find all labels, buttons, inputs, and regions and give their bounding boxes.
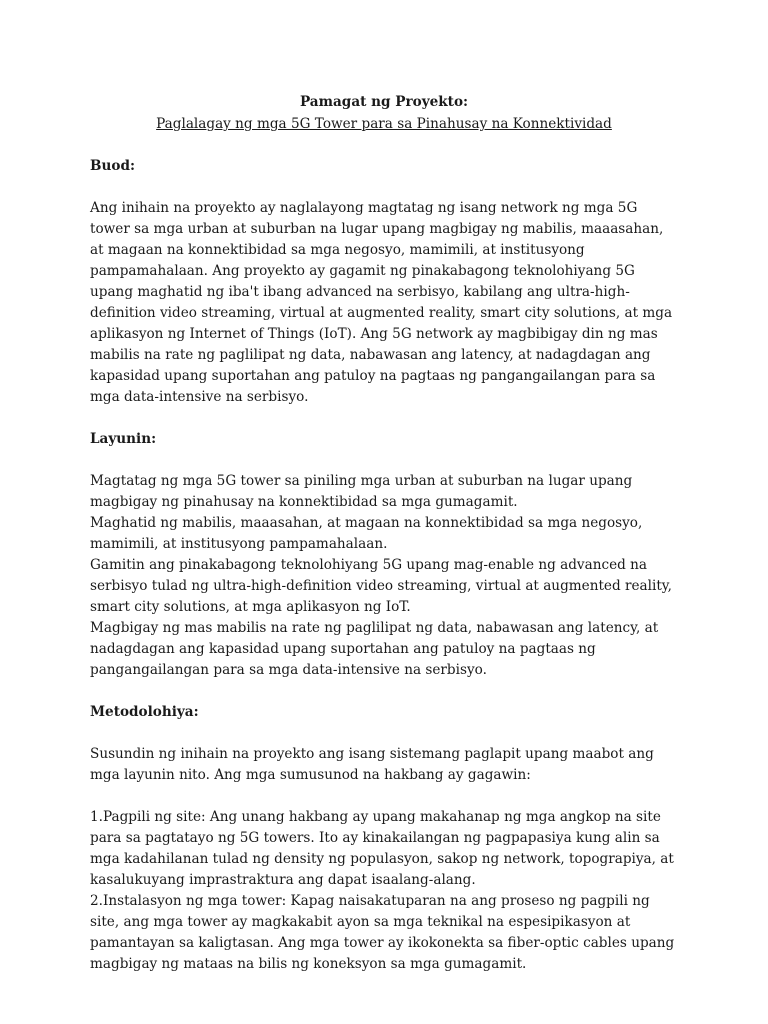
layunin-item: Magtatag ng mga 5G tower sa piniling mga urban at suburban na lugar upang magbigay ng pinahusay na konnektibidad sa mga gumagamit. [90,473,633,510]
metodolohiya-step: 2.Instalasyon ng mga tower: Kapag naisakatuparan na ang proseso ng pagpili ng site, ang mga tower ay magkakabit ayon sa mga teknikal na espesipikasyon at pamantayan sa kaligtasan. Ang mga tower ay ikokonekta sa fiber-optic cables upang magbigay ng mataas na bilis ng koneksyon sa mga gumagamit. [90,893,675,972]
project-title: Pamagat ng Proyekto: [299,94,469,110]
layunin-item: Maghatid ng mabilis, maaasahan, at magaan na konnektibidad sa mga negosyo, mamimili, at institusyong pampamahalaan. [90,515,643,552]
heading-layunin: Layunin: [90,431,157,447]
heading-metodolohiya: Metodolohiya: [90,704,199,720]
layunin-item: Magbigay ng mas mabilis na rate ng paglilipat ng data, nabawasan ang latency, at nadagdagan ang kapasidad upang suportahan ang patuloy na pagtaas ng pangangailangan para sa mga data-intensive na serbisyo. [90,620,659,678]
project-subtitle: Paglalagay ng mga 5G Tower para sa Pinahusay na Konnektividad [156,116,612,132]
metodolohiya-step: 1.Pagpili ng site: Ang unang hakbang ay upang makahanap ng mga angkop na site para sa pagtatayo ng 5G towers. Ito ay kinakailangan ng pagpapasiya kung alin sa mga kadahilanan tulad ng density ng populasyon, sakop ng network, topograpiya, at kasalukuyang imprastraktura ang dapat isaalang-alang. [90,809,674,888]
buod-paragraph: Ang inihain na proyekto ay naglalayong magtatag ng isang network ng mga 5G tower sa mga urban at suburban na lugar upang magbigay ng mabilis, maaasahan, at magaan na konnektibidad sa mga negosyo, mamimili, at institusyong pampamahalaan. Ang proyekto ay gagamit ng pinakabagong teknolohiyang 5G upang maghatid ng iba't ibang advanced na serbisyo, kabilang ang ultra-high-definition video streaming, virtual at augmented reality, smart city solutions, at mga aplikasyon ng Internet of Things (IoT). Ang 5G network ay magbibigay din ng mas mabilis na rate ng paglilipat ng data, nabawasan ang latency, at nadagdagan ang kapasidad upang suportahan ang patuloy na pagtaas ng pangangailangan para sa mga data-intensive na serbisyo. [90,200,673,405]
heading-buod: Buod: [90,158,135,174]
layunin-item: Gamitin ang pinakabagong teknolohiyang 5G upang mag-enable ng advanced na serbisyo tulad ng ultra-high-definition video streaming, virtual at augmented reality, smart city solutions, at mga aplikasyon ng IoT. [90,557,672,615]
metodolohiya-intro: Susundin ng inihain na proyekto ang isang sistemang paglapit upang maabot ang mga layunin nito. Ang mga sumusunod na hakbang ay gagawin: [90,746,654,783]
